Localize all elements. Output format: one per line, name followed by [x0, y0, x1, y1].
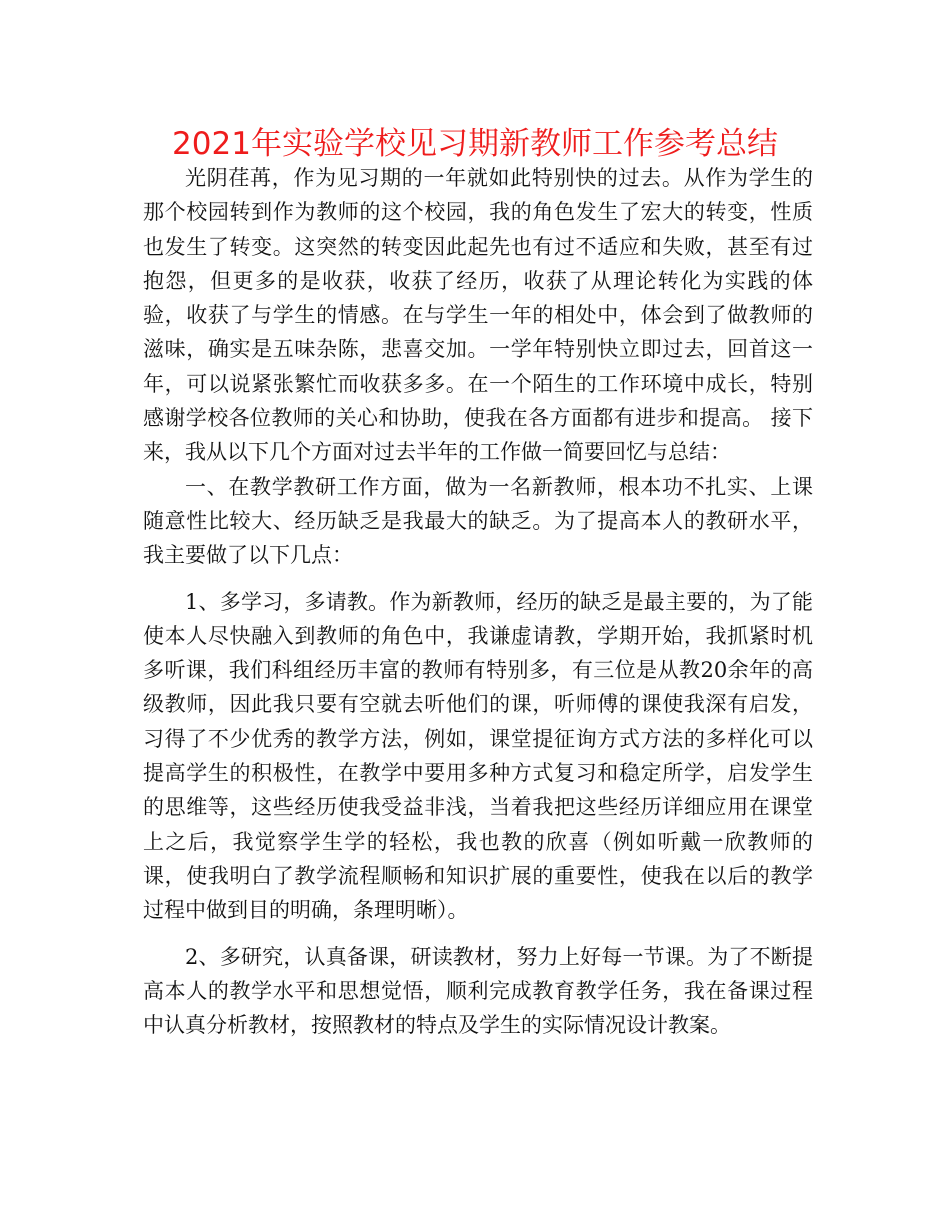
- document-body: [143, 161, 813, 1042]
- paragraph-point-two: 2、多研究，认真备课，研读教材，努力上好每一节课。为了不断提高本人的教学水平和思想觉悟，顺利完成教育教学任务，我在备课过程中认真分析教材，按照教材的特点及学生的实际情况设计教案。: [143, 944, 813, 1038]
- paragraph-section-one: 一、在教学教研工作方面，做为一名新教师，根本功不扎实、上课随意性比较大、经历缺乏是我最大的缺乏。为了提高本人的教研水平，我主要做了以下几点：: [143, 474, 813, 568]
- paragraph-intro: 光阴荏苒，作为见习期的一年就如此特别快的过去。从作为学生的那个校园转到作为教师的这个校园，我的角色发生了宏大的转变，性质也发生了转变。这突然的转变因此起先也有过不适应和失败，甚至有过抱怨，但更多的是收获，收获了经历，收获了从理论转化为实践的体验，收获了与学生的情感。在与学生一年的相处中，体会到了做教师的滋味，确实是五味杂陈，悲喜交加。一学年特别快立即过去，回首这一年，可以说紧张繁忙而收获多多。在一个陌生的工作环境中成长，特别感谢学校各位教师的关心和协助，使我在各方面都有进步和提高。 接下来，我从以下几个方面对过去半年的工作做一简要回忆与总结：: [143, 166, 813, 465]
- paragraph-point-one: 1、多学习，多请教。作为新教师，经历的缺乏是最主要的，为了能使本人尽快融入到教师的角色中，我谦虚请教，学期开始，我抓紧时机多听课，我们科组经历丰富的教师有特别多，有三位是从教20余年的高级教师，因此我只要有空就去听他们的课，听师傅的课使我深有启发，习得了不少优秀的教学方法，例如，课堂提征询方式方法的多样化可以提高学生的积极性，在教学中要用多种方式复习和稳定所学，启发学生的思维等，这些经历使我受益非浅，当着我把这些经历详细应用在课堂上之后，我觉察学生学的轻松，我也教的欣喜（例如听戴一欣教师的课，使我明白了教学流程顺畅和知识扩展的重要性，使我在以后的教学过程中做到目的明确，条理明晰）。: [143, 589, 813, 923]
- document-title: 2021年实验学校见习期新教师工作参考总结: [172, 126, 778, 162]
